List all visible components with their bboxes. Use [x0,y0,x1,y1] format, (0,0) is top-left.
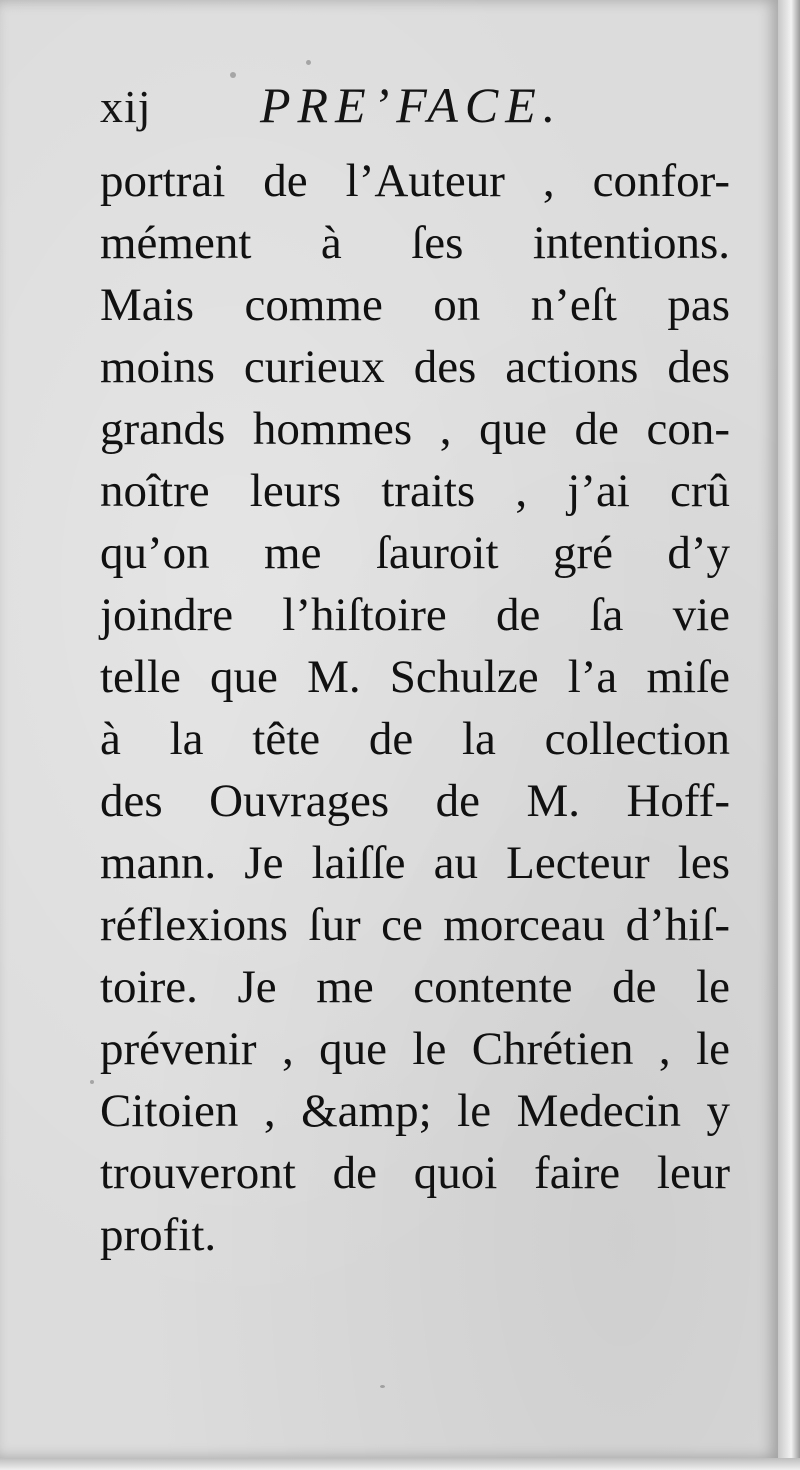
text-line: réflexions ſur ce morceau d’hiſ- [100,899,730,951]
text-line: portrai de l’Auteur , confor- [100,155,730,207]
ink-speck [90,1080,94,1084]
text-line: prévenir , que le Chrétien , le [100,1023,730,1075]
text-line: des Ouvrages de M. Hoff- [100,775,730,827]
page-bottom-edge [0,1458,800,1470]
body-text [100,150,730,1266]
page-edge [778,0,800,1470]
text-line: à la tête de la collection [100,713,730,765]
text-line: mann. Je laiſſe au Lecteur les [100,837,730,889]
page-number: xij [100,81,152,132]
text-line: qu’on me ſauroit gré d’y [100,527,730,579]
text-line: noître leurs traits , j’ai crû [100,465,730,517]
text-line: trouveront de quoi faire leur [100,1147,730,1199]
ink-speck [380,1385,385,1388]
text-line: Citoien , &amp; le Medecin y [100,1085,730,1137]
text-line: mément à ſes intentions. [100,217,730,269]
text-line: toire. Je me contente de le [100,961,730,1013]
text-line: grands hommes , que de con- [100,403,730,455]
running-head [100,70,660,140]
text-line: moins curieux des actions des [100,341,730,393]
page-title: PRE’FACE. [260,77,563,133]
text-line: telle que M. Schulze l’a miſe [100,651,730,703]
ink-speck [306,60,311,65]
ink-speck [230,72,236,78]
text-line: profit. [100,1209,217,1261]
text-line: joindre l’hiſtoire de ſa vie [100,589,730,641]
text-line: Mais comme on n’eſt pas [100,279,730,331]
